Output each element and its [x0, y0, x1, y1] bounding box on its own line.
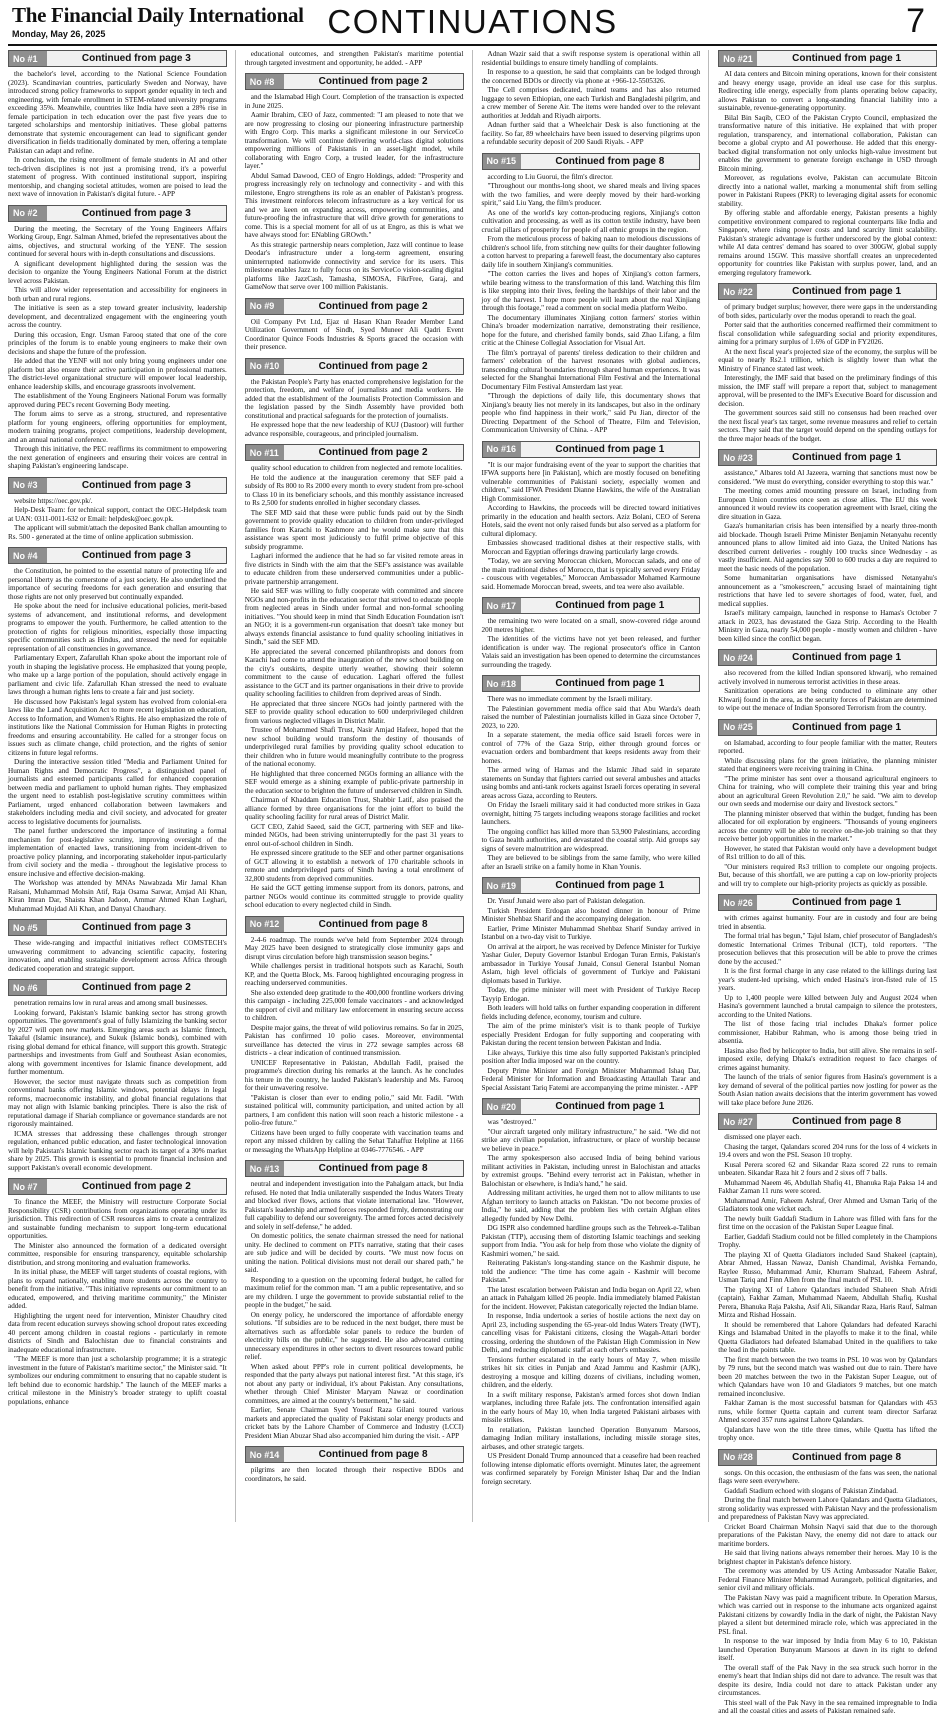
story-paragraph: Turkish President Erdogan also hosted dinner in honour of Prime Minister Shehbaz Sharif and the accompanying delegation.	[481, 906, 701, 923]
story-paragraph: "The prime minister has sent over a thousand agricultural engineers to China for training, who will complete their training this year and bring about an agricultural Green Revolution 2.0," he said. "We aim to develop our own seeds and modernise our dairy and livestock sectors."	[718, 774, 937, 808]
story	[245, 1160, 464, 1440]
story-paragraph: Gaddafi Stadium echoed with slogans of Pakistan Zindabad.	[724, 1486, 898, 1495]
story-continued-label: Continued from page 2	[47, 1179, 226, 1194]
story-paragraph: "The MEEF is more than just a scholarship programme; it is a strategic investment in the future of Pakistan's maritime sector," the Minister said. "It symbolizes our enduring commitment to ensuring that no capable student is left behind due to economic hardship." The launch of the MEEF marks a critical milestone in the Ministry's broader strategy to uplift coastal populations, enhance	[8, 1355, 227, 1406]
story-paragraph: and the Islamabad High Court. Completion of the transaction is expected in June 2025.	[244, 93, 464, 110]
story-number-badge: No #9	[246, 299, 284, 314]
story-number-badge: No #21	[719, 51, 757, 66]
story	[245, 73, 464, 292]
story-paragraph: The meeting comes amid mounting pressure on Israel, including from European Union countries once seen as close allies. The EU this week announced it would review its cooperation agreement with Israel, citing the dire situation in Gaza.	[718, 487, 937, 521]
story-header	[8, 477, 227, 494]
story-number-badge: No #28	[719, 1450, 757, 1465]
story-number-badge: No #15	[483, 154, 521, 169]
story-paragraph: Qalandars have won the title three times, while Quetta has lifted the trophy once.	[718, 1425, 937, 1442]
story-number-badge: No #1	[9, 51, 47, 66]
story-paragraph: The initiative is seen as a step toward greater inclusivity, leadership development, and decentralized engagement with the engineering youth across the country.	[8, 304, 227, 329]
story-paragraph: The identities of the victims have not yet been released, and further identification is under way. The regional prosecutor's office in Canton Valais said an investigation has been opened to determine the circumstances surrounding the tragedy.	[481, 635, 701, 669]
story-paragraph: "Our ministers required Rs3 trillion to complete our ongoing projects. But, because of this shortfall, we are putting a cap on low-priority projects and will try to complete our high-priority projects as quickly as possible.	[718, 862, 937, 888]
story	[718, 449, 937, 643]
story-paragraph: Through this initiative, the PEC reaffirms its commitment to empowering the next generation of engineers and ensuring their voices are central in shaping Pakistan's engineering landscape.	[8, 445, 227, 470]
story	[718, 50, 937, 277]
story-paragraph: At the next fiscal year's projected size of the economy, the surplus will be equal to nearly Rs2.1 trillion, which is slightly lower than what the Ministry of Finance stated last week.	[718, 347, 937, 373]
story-paragraph: The establishment of the Young Engineers National Forum was formally approved during PEC's recent Governing Body meeting.	[8, 392, 227, 409]
story-paragraph: Reiterating Pakistan's long-standing stance on the Kashmir dispute, he told the audience: "The time has come again - Kashmir will become Pakistan."	[481, 1259, 701, 1284]
story-paragraph: In a swift military response, Pakistan's armed forces shot down Indian warplanes, including three Rafale jets. The confrontation intensified again in the early hours of May 10, when India targeted Pakistani airbases with missile strikes.	[481, 1390, 701, 1424]
story-paragraph: penetration remains low in rural areas and among small businesses.	[14, 999, 208, 1007]
story-paragraph: Earlier, Prime Minister Muhammad Shehbaz Sharif Sunday arrived in Istanbul on a two-day visit to Turkiye.	[481, 924, 701, 941]
story-number-badge: No #10	[246, 359, 284, 374]
story-paragraph: "Throughout our months-long shoot, we shared meals and living spaces with the two families, and were deeply moved by their hard-working spirit," said Liu Yang, the film's producer.	[481, 182, 701, 207]
story-paragraph: From the meticulous process of baking naan to melodious discussions of children's school life, from stitching new quilts for their daughter following a cotton harvest to preparing a farewell feast, the documentary also captures daily life in southern Xinjiang's communities.	[481, 235, 701, 269]
story-paragraph: Gaza's humanitarian crisis has been intensified by a nearly three-month aid blockade. Though Israeli Prime Minister Benjamin Netanyahu recently announced plans to allow limited aid into Gaza, the United Nations has described current deliveries - roughly 100 trucks since Wednesday - as vastly insufficient. Aid agencies say 500 to 600 trucks a day are required to meet the basic needs of the population.	[718, 522, 937, 573]
story	[482, 877, 701, 1092]
story-number-badge: No #8	[246, 74, 284, 89]
story-paragraph: The newly built Gaddafi Stadium in Lahore was filled with fans for the first time on the occasion of the Pakistan Super League final.	[718, 1214, 937, 1231]
story-continued-label: Continued from page 1	[521, 878, 700, 893]
story-paragraph: Parliamentary Expert, Zafarullah Khan spoke about the important role of youth in shaping the legislative process. He emphasized that young people, who make up a large portion of the population, should actively engage in parliament and civic life. Zafarullah Khan stressed the need to evaluate laws through a human rights lens to create a fair and just society.	[8, 654, 227, 696]
story-header	[245, 1160, 464, 1177]
story-header	[482, 153, 701, 170]
story-paragraph: UNICEF Representative in Pakistan, Abdullah Fadil, praised the programme's direction during his remarks at the launch. As he concludes his tenure in the country, he lauded Pakistan's leadership and Ms. Farooq for their unwavering resolve.	[244, 1058, 464, 1092]
story	[245, 1446, 464, 1483]
story-continued-label: Continued from page 3	[47, 51, 226, 66]
story-paragraph: However, he stated that Pakistan would only have a development budget of Rs1 trillion to do all of this.	[718, 844, 937, 861]
story-paragraph: educational outcomes, and strengthen Pakistan's maritime potential through targeted investment and opportunity, he added. - APP	[244, 50, 464, 67]
story-paragraph: In response, India undertook a series of hostile actions the next day on April 23, including suspending the 65-year-old Indus Waters Treaty (IWT), cancelling visas for Pakistani citizens, closing the Wagah-Attari border crossing, ordering the shutdown of the Pakistan High Commission in New Delhi, and reducing diplomatic staff at each other's embassies.	[481, 1312, 701, 1354]
story-paragraph: The planning minister observed that within the budget, funding has been allocated for oil exploration by engineers. "Thousands of young engineers across the country will be able to receive on-the-job training so that they receive better job opportunities in the market."	[718, 809, 937, 843]
story	[482, 1098, 701, 1486]
story-paragraph: dismissed one player each.	[724, 1133, 802, 1141]
story-continued-label: Continued from page 2	[284, 359, 463, 374]
story-paragraph: Despite major gains, the threat of wild poliovirus remains. So far in 2025, Pakistan has confirmed 10 polio cases. Moreover, environmental surveillance has detected the virus in 272 sewage samples across 68 districts - a clear indication of continued transmission.	[244, 1023, 464, 1057]
story-paragraph: As one of the world's key cotton-producing regions, Xinjiang's cotton cultivation and processing, as well as its cotton textile industry, have been crucial pillars of prosperity for people of all ethnic groups in the region.	[481, 208, 701, 234]
story-paragraph: The Pakistan Navy was paid a magnificent tribute. In Operation Marsus, which was carried out in response to the inhumane acts organized against Pakistani citizens by cowardly India in the dark of night, the Pakistan Navy played a silent but determined miracle role, which was appreciated in the PSL final.	[718, 1593, 937, 1636]
story-paragraph: "It is our major fundraising event of the year to support the charities that IFWA supports here [in Pakistan], which are mostly focused on benefiting vulnerable communities of Pakistani society, especially women and children," said IFWA President Dianne Hawkins, the wife of the Australian High Commissioner.	[481, 460, 701, 503]
story-paragraph: The playing XI of Quetta Gladiators included Saud Shakeel (captain), Abrar Ahmed, Hassan Nawaz, Danish Chandimal, Avishka Fernando, Raylee Russo, Muhammad Amir, Khurram Shahzad, Faheem Ashraf, Usman Tariq and Finn Allen from the final match of PSL 10.	[718, 1250, 937, 1284]
story-paragraph: Porter said that the authorities concerned reaffirmed their commitment to fiscal consolidation while safeguarding social and priority expenditures, aiming for a primary surplus of 1.6% of GDP in FY2026.	[718, 321, 937, 346]
story-paragraph: DG ISPR also condemned hardline groups such as the Tehreek-e-Taliban Pakistan (TTP), accusing them of distorting Islamic teachings and seeking support from India. "You ask for help from those who violate the dignity of Kashmiri women," he said.	[481, 1224, 701, 1258]
story-paragraph: Some humanitarian organisations have dismissed Netanyahu's announcement as a "smokescreen," accusing Israel of maintaining tight restrictions that have led to severe shortages of food, water, fuel, and medical supplies.	[718, 574, 937, 608]
story-continued-label: Continued from page 8	[757, 1450, 936, 1465]
story-paragraph: the bachelor's level, according to the National Science Foundation (2023). Scandinavian countries, particularly Sweden and Norway, have introduced strong policy frameworks to support gender equality in tech and engineering, with female enrollment in STEM-related university programs exceeding 35%. Meanwhile, countries like India have seen a 28% rise in female participation in tech education over the past five years due to targeted scholarships and mentorship initiatives. These global patterns demonstrate that systemic encouragement can lead to significant gender diversification in fields traditionally dominated by men, offering a template Pakistan can adapt and refine.	[8, 70, 227, 155]
story-paragraph: The Cell comprises dedicated, trained teams and has also returned luggage to seven Ethiopian, one each Turkish and Bangladeshi pilgrim, and a crew member of Serene Air. The items were handed over to the relevant authorities at Jeddah and Riyadh airports.	[481, 86, 701, 120]
story-paragraph: Israel's military campaign, launched in response to Hamas's October 7 attack in 2023, has devastated the Gaza Strip. According to the Health Ministry in Gaza, nearly 54,000 people - mostly women and children - have been killed since the conflict began.	[718, 609, 937, 643]
story-continued-label: Continued from page 8	[284, 1447, 463, 1462]
column-3	[482, 50, 710, 1522]
story-header	[718, 50, 937, 67]
story	[8, 979, 227, 1172]
story	[245, 916, 464, 1155]
story-number-badge: No #26	[719, 895, 757, 910]
story-paragraph: 2-4-6 roadmap. The rounds we've held from September 2024 through May 2025 have been designed to strategically close immunity gaps and disrupt virus circulation before high transmission season begins."	[244, 935, 464, 961]
story	[718, 1449, 937, 1716]
story-paragraph: Highlighting the urgent need for intervention, Minister Chaudhry cited data from recent education surveys showing school dropout rates exceeding 40 percent among children in coastal regions - particularly in remote districts of Sindh and Balochistan due to financial constraints and inadequate educational infrastructure.	[8, 1311, 227, 1354]
story-paragraph: songs. On this occasion, the enthusiasm of the fans was seen, the national flags were seen everywhere.	[718, 1468, 937, 1485]
story-paragraph: In response to a question, he said that complaints can be lodged through the concerned BDOs or directly via phone at +966-12-5505326.	[481, 68, 701, 85]
story-paragraph: ICMA stresses that addressing these challenges through stronger regulation, enhanced public education, and faster technological innovation will help Pakistan's Islamic banking sector reach its target of a 30% market share by 2025. This growth is essential to promote financial inclusion and support Pakistan's overall economic development.	[8, 1129, 227, 1172]
story-continued-label: Continued from page 3	[47, 206, 226, 221]
story-paragraph: was "destroyed."	[487, 1118, 537, 1126]
story-header	[245, 916, 464, 933]
story-paragraph: Chairman of Khaddam Education Trust, Shabbir Latif, also praised the alliance formed by three organisations for the joint effort to build the quality schooling facility for rural areas of District Malir.	[244, 796, 464, 821]
story-header	[245, 298, 464, 315]
story-number-badge: No #27	[719, 1114, 757, 1129]
story-paragraph: Earlier, Gaddafi Stadium could not be filled completely in the Champions Trophy.	[718, 1232, 937, 1249]
story-paragraph: Both leaders will hold talks on further expanding cooperation in different fields including defence, economy, tourism and culture.	[481, 1004, 701, 1021]
story-paragraph: He spoke about the need for inclusive educational policies, merit-based systems of advancement, and institutional reforms, and development programs to empower the youth. Furthermore, he called attention to the protection of rights for religious minorities, especially those impacting specific communities such as Hindus, and stressed the need for equitable representation of all constituencies in governance.	[8, 602, 227, 653]
story-paragraph: He discussed how Pakistan's legal system has evolved from colonial-era laws like the Land Acquisition Act to more recent legislation on education, Access to Information, and Women's Rights. He also emphasized the role of institutions like the National Commission for Human Rights in protecting freedoms and ensuring accountability. He called for a stronger focus on issues such as climate change, child protection, and the rights of senior citizens in future legal reforms.	[8, 697, 227, 757]
story-paragraph: There was no immediate comment by the Israeli military.	[487, 695, 653, 703]
story-paragraph: "Through the depictions of daily life, this documentary shows that Xinjiang's beauty lies not merely in its landscapes, but also in the ordinary people who find happiness in their work," said Pu Jian, director of the Directing Department of the School of Theatre, Film and Television, Communication University of China. - APP	[481, 392, 701, 434]
story	[718, 649, 937, 713]
story-continued-label: Continued from page 1	[757, 895, 936, 910]
story-paragraph: Deputy Prime Minister and Foreign Minister Muhammad Ishaq Dar, Federal Minister for Information and Broadcasting Attaullah Tarar and Special Assistant Tariq Fatemi are accompanying the prime minister. - APP	[481, 1066, 701, 1092]
story-paragraph: on Islamabad, according to four people familiar with the matter, Reuters reported.	[718, 738, 937, 755]
story-paragraph: He told the audience at the inauguration ceremony that SEF paid a subsidy of Rs 800 to Rs 2000 every month to every student from pre-school to Class 10 in its beneficiary schools, and this monthly assistance increased to Rs 2,500 for students enrolled in higher secondary classes.	[244, 473, 464, 507]
story-paragraph: He added that the YENF will not only bring young engineers under one platform but also ensure their active participation in professional matters. The district-level organizational structure will empower local leadership, enhance leadership skills, and encourage grassroots involvement.	[8, 357, 227, 391]
column-1	[8, 50, 236, 1522]
page-number: 7	[906, 2, 925, 40]
story-paragraph: The army spokesperson also accused India of being behind various militant activities in Pakistan, including unrest in Balochistan and attacks by extremist groups. "Behind every terrorist act in Pakistan, whether in Balochistan or elsewhere, is India's hand," he said.	[481, 1154, 701, 1188]
story-paragraph: In retaliation, Pakistan launched Operation Bunyanum Marsoos, damaging Indian military installations, including missile storage sites, airbases, and other strategic targets.	[481, 1425, 701, 1451]
story-paragraph: During the interactive session titled "Media and Parliament United for Human Rights and Democratic Progress", a distinguished panel of journalists and esteemed participants called for enhanced cooperation between media and parliament to uphold human rights. They emphasized the urgent need to establish post-legislative scrutiny committees within Parliament, urged enhanced collaboration between lawmakers and stakeholders including media and civil society, and advocated for greater access to legislative documents for journalists.	[8, 758, 227, 826]
story-paragraph: He expressed sincere gratitude to the SEF and other partner organisations of GCT allowing it to establish a network of 170 charitable schools in remote and underprivileged parts of Sindh having a total enrollment of 32,800 students from deprived communities.	[244, 849, 464, 883]
story-continued-label: Continued from page 2	[284, 445, 463, 460]
story-header	[718, 283, 937, 300]
story-paragraph: As this strategic partnership nears completion, Jazz will continue to lease Deodar's infrastructure under a long-term agreement, ensuring uninterrupted nationwide connectivity and service for its users. This milestone enables Jazz to fully focus on its ServiceCo vision-scaling digital platforms like JazzCash, Tamasha, SIMOSA, FikrFree, Garaj, and GameNow that serve over 100 million Pakistanis.	[244, 240, 464, 291]
story	[8, 1178, 227, 1406]
story-continued-label: Continued from page 2	[47, 980, 226, 995]
story-paragraph: He highlighted that three concerned NGOs forming an alliance with the SEF would emerge as a shining example of public-private partnership in the education sector to brighten the future of underserved children in Sindh.	[244, 769, 464, 795]
story-paragraph: Hasina also fled by helicopter to India, but still alive. She remains in self-imposed exile, defying Dhaka's extradition request to face charges of crimes against humanity.	[718, 1046, 937, 1072]
story	[482, 675, 701, 871]
story-number-badge: No #2	[9, 206, 47, 221]
story-number-badge: No #3	[9, 478, 47, 493]
story-paragraph: The formal trial has begun," Tajul Islam, chief prosecutor of Bangladesh's domestic International Crimes Tribunal (ICT), told reporters. "The prosecution believes that this prosecution will be able to prove the crimes done by the accused."	[718, 932, 937, 966]
story-paragraph: Bilal Bin Saqib, CEO of the Pakistan Crypto Council, emphasized the transformative nature of this initiative. He explained that with proper regulation, transparency, and international collaboration, Pakistan can become a global crypto and AI powerhouse. He added that this energy-backed digital transformation not only unlocks high-value investment but enables the government to generate foreign exchange in USD through Bitcoin mining.	[718, 113, 937, 173]
story-paragraph: Trustee of Mohammed Shafi Trust, Nasir Amjad Hafeez, hoped that the new school building would transform the destiny of thousands of underprivileged rural families by providing quality school education to their children who in future would meaningfully contribute to the progress of the national economy.	[244, 726, 464, 768]
column-4	[718, 50, 937, 1715]
story-header	[8, 205, 227, 222]
story	[8, 50, 227, 199]
story-paragraph: The Palestinian government media office said that Abu Warda's death raised the number of Palestinian journalists killed in Gaza since October 7, 2023, to 220.	[481, 704, 701, 730]
story-header	[718, 1113, 937, 1130]
story-number-badge: No #7	[9, 1179, 47, 1194]
story-paragraph: He said that living nations always remember their heroes. May 10 is the brightest chapter in Pakistan's defence history.	[718, 1549, 937, 1566]
story-paragraph: According to Hawkins, the proceeds will be directed toward initiatives primarily in the education and health sectors. Aziz Bolani, CEO of Serena Hotels, said the event not only raised funds but also served as a platform for cultural diplomacy.	[481, 504, 701, 538]
story-continued-label: Continued from page 1	[757, 284, 936, 299]
story-paragraph: The panel further underscored the importance of instituting a formal mechanism for post-legislative scrutiny, improving oversight of the implementation of enacted laws, transitioning from incident-driven to proactive policy planning, and incorporating stakeholder input-particularly from civil society and the media - throughout the legislative process to ensure inclusive and effective decision-making.	[8, 827, 227, 878]
story-header	[8, 547, 227, 564]
masthead	[8, 0, 937, 46]
story-paragraph: She also extended deep gratitude to the 400,000 frontline workers driving this campaign - including 225,000 female vaccinators - and acknowledged the support of civil and military law enforcement in ensuring secure access to children.	[244, 988, 464, 1022]
story-continued-label: Continued from page 2	[284, 74, 463, 89]
story-paragraph: These wide-ranging and impactful initiatives reflect COMSTECH's unwavering commitment to advancing scientific capacity, fostering innovation, and enabling sustainable development across Africa through dedicated cooperation and strategic support.	[8, 939, 227, 973]
story-header	[482, 675, 701, 692]
story	[8, 205, 227, 471]
story-paragraph: On domestic politics, the senate chairman stressed the need for national unity. He declined to comment on PTI's narrative, stating that their cases are sub judice and will be decided by courts. "We must now focus on uniting the nation. Political divisions must not derail our shared path," he said.	[244, 1232, 464, 1274]
story-number-badge: No #16	[483, 442, 521, 457]
story-number-badge: No #19	[483, 878, 521, 893]
story-header	[718, 719, 937, 736]
story-paragraph: Laghari informed the audience that he had so far visited remote areas in five districts in Sindh with the aim that the SEF's assistance was available to educate children from these underserved communities under a public-private partnership arrangement.	[244, 552, 464, 586]
story-paragraph: Aamir Ibrahim, CEO of Jazz, commented: "I am pleased to note that we are now progressing to closing our pioneering infrastructure partnership with Engro Corp. This marks a significant milestone in our ServiceCo transformation. We will continue delivering world-class digital solutions empowering millions of Pakistanis in an asset-light model, while collaborating with Engro Corp, a trusted leader, for the infrastructure layer."	[244, 111, 464, 170]
story	[482, 153, 701, 435]
story-paragraph: He said the GCT getting immense support from its donors, patrons, and partner NGOs would continue its committed struggle to provide quality school education to every neglected child in Sindh.	[244, 884, 464, 909]
story-continued-label: Continued from page 1	[521, 442, 700, 457]
story-paragraph: The overall staff of the Pak Navy in the sea struck such horror in the enemy's heart that Indian ships did not dare to advance. The result was that despite its desire, India could not dare to attack Pakistan under any circumstances.	[718, 1663, 937, 1697]
columns-container	[8, 50, 937, 1715]
story-paragraph: Addressing militant activities, he urged them not to allow militants to use Afghan territory to launch attacks on Pakistan. "Do not become proxies of India," he said, adding that the problem lies with certain Afghan elites allegedly funded by New Delhi.	[481, 1189, 701, 1223]
story-header	[245, 1446, 464, 1463]
story-paragraph: Chasing the target, Qalandars scored 204 runs for the loss of 4 wickets in 19.4 overs and won the PSL Season 10 trophy.	[718, 1142, 937, 1159]
story-paragraph: In conclusion, the rising enrollment of female students in AI and other tech-driven disciplines is not just a promising trend, it's a powerful statement of progress. With continued institutional support, inspiring mentorship, and changing societal attitudes, women are poised to lead the next wave of innovation in Pakistan's digital future. - APP	[8, 156, 227, 198]
story-paragraph: the Pakistan People's Party has enacted comprehensive legislation for the protection, freedom, and welfare of journalists and media workers. He added that the establishment of the Journalists Protection Commission and the legislation passed by the Sindh Assembly have provided both constitutional and practical safeguards for the protection of journalists.	[244, 377, 464, 420]
story-header	[245, 73, 464, 90]
story-paragraph: The latest escalation between Pakistan and India began on April 22, when an attack in Pahalgam killed 26 people. India immediately blamed Pakistan for the incident. However, Pakistan categorically rejected the Indian blame.	[481, 1285, 701, 1311]
story-paragraph: The documentary illuminates Xinjiang cotton farmers' stories within China's broader modernization narrative, demonstrating their resilience, hope for the future, and cherished family bonds, said Zhao Lifang, a film critic at the Chinese Collegial Association for Visual Art.	[481, 313, 701, 347]
story-paragraph: He appreciated the several concerned philanthropists and donors from Karachi had come to attend the inauguration of the new school building on the city's outskirts, despite utterly weather, showing their solemn commitment to the cause of education. Laghari offered the fullest assistance to the GCT and its partner organisations in their drive to provide quality schooling facilities to children from deprived areas of Sindh.	[244, 647, 464, 698]
story-number-badge: No #17	[483, 598, 521, 613]
story-number-badge: No #12	[246, 917, 284, 932]
story-paragraph: Muhammad Amir, Faheem Ashraf, Orer Ahmed and Usman Tariq of the Gladiators took one wicket each.	[718, 1196, 937, 1213]
story-paragraph: Today, the prime minister will meet with President of Turkiye Recep Tayyip Erdogan.	[481, 986, 701, 1003]
story-continued-label: Continued from page 3	[47, 478, 226, 493]
story	[245, 444, 464, 910]
story-number-badge: No #6	[9, 980, 47, 995]
story-number-badge: No #20	[483, 1099, 521, 1114]
story-number-badge: No #14	[246, 1447, 284, 1462]
story-paragraph: Abdul Samad Dawood, CEO of Engro Holdings, added: "Prosperity and progress increasingly rely on technology and connectivity - and with this milestone, Engro strengthens its role as an enabler of Pakistan's progress. This investment reinforces telecom infrastructure as a key vertical for us and we are keen on expanding access, empowering communities, and future-proofing the infrastructure that will drive growth for generations to come. This is a special moment for all of us at Engro, as this is what we have always stood for: ENabling GROwth."	[244, 171, 464, 239]
paper-name: The Financial Daily International	[12, 3, 304, 27]
story-number-badge: No #4	[9, 548, 47, 563]
story	[718, 283, 937, 443]
story-paragraph: To finance the MEEF, the Ministry will restructure Corporate Social Responsibility (CSR) contributions from organizations operating under its jurisdiction. This redirection of CSR resources aims to create a centralized and sustainable funding mechanism to support long-term educational opportunities.	[8, 1198, 227, 1240]
story-paragraph: Embassies showcased traditional dishes at their respective stalls, with Moroccan and Egyptian offerings drawing particularly large crowds.	[481, 539, 701, 556]
story-paragraph: During the final match between Lahore Qalandars and Quetta Gladiators, strong solidarity was expressed with Pakistan Navy and the professionalism and preparedness of Pakistan Navy was appreciated.	[718, 1496, 937, 1521]
story-number-badge: No #13	[246, 1161, 284, 1176]
story-header	[8, 1178, 227, 1195]
story-continued-label: Continued from page 8	[757, 1114, 936, 1129]
story-paragraph: AI data centers and Bitcoin mining operations, known for their consistent and heavy energy usage, provide an ideal use case for this surplus. Redirecting idle energy, especially from plants operating below capacity, allows Pakistan to convert a long-standing financial liability into a sustainable, revenue-generating opportunity.	[718, 70, 937, 112]
story-paragraph: He said SEF was willing to fully cooperate with committed and sincere NGOs and non-profits in the education sector that strived to educate people from neglected areas in Sindh under formal and non-formal schooling initiatives. "You should keep in mind that Sindh Education Foundation isn't an NGO; it is a government-run organisation that doesn't take money but always extends financial assistance to fund quality schooling initiatives in Sindh," said the SEF MD.	[244, 587, 464, 646]
story-paragraph: However, the sector must navigate threats such as competition from conventional banks offering Islamic windows, potential delays in legal reforms, macroeconomic instability, and global financial regulations that may not align with Islamic banking principles. There is also the risk of reputational damage if Shariah compliance or governance standards are not rigorously maintained.	[8, 1077, 227, 1128]
story-paragraph: On energy policy, he underscored the importance of affordable energy solutions. "If subsidies are to be reduced in the next budget, there must be alternatives such as affordable solar panels to reduce the burden of electricity bills on the public," he suggested. He also advocated cutting unnecessary expenditures in other sectors to divert resources toward public relief.	[244, 1310, 464, 1361]
story-paragraph: The Minister also announced the formation of a dedicated oversight committee, responsible for ensuring transparency, equitable scholarship distribution, and strong monitoring and evaluation frameworks.	[8, 1241, 227, 1267]
story-header	[8, 979, 227, 996]
story-paragraph: the remaining two were located on a small, snow-covered ridge around 200 metres higher.	[481, 617, 701, 634]
story-header	[8, 919, 227, 936]
story	[8, 477, 227, 542]
story-header	[482, 1098, 701, 1115]
story-header	[718, 1449, 937, 1466]
story-paragraph: Adnan Wazir said that a swift response system is operational within all residential buildings to ensure timely handling of complaints.	[481, 50, 701, 67]
story-paragraph: The Workshop was attended by MNAs Nawabzada Mir Jamal Khan Raisani, Muhammad Mohsin Atif, Raja Osama Sarwar, Amjad Ali Khan, Kiran Imran Dar, Shaista Khan Jadoon, Ammar Ahmed Khan Leghari, Muhammad Mujdad Ali Khan, and Danyal Chaudhary.	[8, 879, 227, 913]
story-continued-label: Continued from page 1	[521, 598, 700, 613]
issue-date: Monday, May 26, 2025	[12, 29, 106, 39]
story-paragraph: Muhammad Naeem 46, Abdullah Shafiq 41, Bhanuka Raja Paksa 14 and Fakhar Zaman 11 runs were scored.	[718, 1178, 937, 1195]
story-paragraph: He expressed hope that the new leadership of KUJ (Dastoor) will further advance responsible, courageous, and principled journalism.	[244, 421, 464, 438]
story-number-badge: No #11	[246, 445, 284, 460]
story	[718, 1113, 937, 1443]
story-paragraph: While discussing plans for the green initiative, the planning minister stated that engineers were receiving training in China.	[718, 756, 937, 773]
story-paragraph: A significant development highlighted during the session was the decision to organize the Young Engineers National Forum at the district level across Pakistan.	[8, 259, 227, 285]
story-continued-label: Continued from page 3	[47, 920, 226, 935]
story-paragraph: In its initial phase, the MEEF will target students of coastal regions, with plans to expand nationally, enabling more students across the country to benefit from the initiative. "This initiative represents our commitment to an educated, empowered, and thriving maritime community," the Minister added.	[8, 1268, 227, 1310]
story-number-badge: No #24	[719, 650, 757, 665]
story-header	[245, 444, 464, 461]
story-paragraph: In a separate statement, the media office said Israeli forces were in control of 77% of the Gaza Strip, either through ground forces or evacuation orders and bombardment that keeps residents away from their homes.	[481, 731, 701, 765]
story-continued-label: Continued from page 8	[284, 917, 463, 932]
story-paragraph: The ongoing conflict has killed more than 53,900 Palestinians, according to Gaza health authorities, and devastated the coastal strip. Aid groups say signs of severe malnutrition are widespread.	[481, 827, 701, 853]
story	[245, 358, 464, 439]
story-paragraph: "The cotton carries the lives and hopes of Xinjiang's cotton farmers, while bearing witness to the transformation of this land. Watching this film is like stepping into their lives, feeling the hardships of their labor and the joy of the harvest. I hope more people will learn about the real Xinjiang through this footage," read a comment on social media platform Weibo.	[481, 270, 701, 312]
story	[482, 597, 701, 669]
story-paragraph: according to Liu Guorui, the film's director.	[487, 172, 613, 181]
story-paragraph: The playing XI of Lahore Qalandars included Shaheen Shah Afridi (captain), Fakhar Zaman, Muhammad Naeem, Abdullah Shafiq, Kushal Perera, Bhanuka Raja Paksha, Asif Ali, Sikandar Raza, Haris Rauf, Salman Mirza and Rishad Hossain.	[718, 1285, 937, 1319]
story-paragraph: assistance," Albares told Al Jazeera, warning that sanctions must now be considered. "We must do everything, consider everything to stop this war."	[718, 469, 937, 486]
story-paragraph: also recovered from the killed Indian sponsored khwarij, who remained actively involved in numerous terrorist activities in these areas.	[718, 669, 937, 686]
story-paragraph: of primary budget surplus; however, there were gaps in the understanding of both sides, particularly over the modus operandi to reach the goal.	[718, 303, 937, 320]
story-continued-label: Continued from page 1	[757, 450, 936, 465]
story-paragraph: Looking forward, Pakistan's Islamic banking sector has strong growth opportunities. The government's goal of fully Islamizing the banking sector by 2027 will open new markets. Emerging areas such as Islamic fintech, Takaful (Islamic insurance), and Sukuk (Islamic bonds), combined with rising global demand for ethical finance, will support this growth. Strategic partnerships and investments from Gulf and Southeast Asian economies, along with government incentives for Islamic finance development, add further momentum.	[8, 1008, 227, 1076]
story-paragraph: The list of those facing trial includes Dhaka's former police commissioner, Habibur Rahman, who is among those being tried in absentia.	[718, 1020, 937, 1045]
story-paragraph: When asked about PPP's role in current political developments, he responded that the party always put national interest first. "At this stage, it's not about any party or individual, it's about Pakistan. Any consultations, whether through Chief Minister Maryam Nawaz or coordination committees, are aimed at the country's betterment," he said.	[244, 1362, 464, 1405]
story-paragraph: The aim of the prime minister's visit is to thank people of Turkiye especially President Erdogan for fully supporting and cooperating with Pakistan during the recent tension between Pakistan and India.	[481, 1022, 701, 1047]
story-header	[8, 50, 227, 67]
story-paragraph: During the meeting, the Secretary of the Young Engineers Affairs Working Group, Engr. Salman Ahmed, briefed the representatives about the aims, objectives, and structural working of the YENF. The session continued for several hours with in-depth consultations and discussions.	[8, 224, 227, 258]
story-paragraph: During this occasion, Engr. Usman Farooq stated that one of the core principles of the forum is to enable young engineers to make their own decisions and shape the future of the profession.	[8, 330, 227, 356]
story-paragraph: Earlier, Senate Chairman Syed Yousuf Raza Gilani toured various markets and appreciated the quality of Pakistani solar energy products and cricket bats by the Lahore Chamber of Commerce and Industry (LCCI) President Mian Abuzar Shad also accompanied him during the visit. - APP	[244, 1406, 464, 1440]
story	[245, 50, 464, 67]
story-continued-label: Continued from page 1	[757, 720, 936, 735]
story-number-badge: No #22	[719, 284, 757, 299]
story-paragraph: Citizens have been urged to fully cooperate with vaccination teams and report any missed children by calling the Sehat Tahaffuz Helpline at 1166 or messaging the WhatsApp Helpline at 0346-7776546. - APP	[244, 1128, 464, 1154]
story-paragraph: Like always, Turkiye this time also fully supported Pakistan's principled position after India imposed war on the country.	[481, 1048, 701, 1065]
story-paragraph: "Pakistan is closer than ever to ending polio," said Mr. Fadil. "With sustained political will, community participation, and united action by all partners, I am confident this nation will soon reach a historic milestone - a polio-free future."	[244, 1093, 464, 1127]
story-paragraph: Moreover, as regulations evolve, Pakistan can accumulate Bitcoin directly into a national wallet, marking a monumental shift from selling power in Pakistani Rupees (PKR) to leveraging digital assets for economic stability.	[718, 174, 937, 208]
story-paragraph: "Today, we are serving Moroccan chicken, Moroccan salads, and one of the main traditional dishes of Morocco, that is typically served every Friday - couscous with vegetables," Moroccan Ambassador Mohamed Karmoune said. Homemade Moroccan bread, sweets, and tea were also available.	[481, 557, 701, 591]
story-paragraph: The SEF MD said that these were public funds paid out by the Sindh government to provide quality education to children from under-privileged families from Karachi to Kashmore and he would make sure that this assistance was spent most judiciously to fulfil prime objective of this subsidy programme.	[244, 508, 464, 551]
column-2	[245, 50, 473, 1522]
story-paragraph: US President Donald Trump announced that a ceasefire had been reached following intense diplomatic efforts overnight. Minutes later, the agreement was confirmed separately by Foreign Minister Ishaq Dar and the Indian foreign secretary.	[481, 1452, 701, 1486]
story-paragraph: Interestingly, the IMF said that based on the preliminary findings of this mission, the IMF staff will prepare a report that, subject to management approval, will be presented to the IMF's Executive Board for discussion and decision.	[718, 374, 937, 408]
story-paragraph: "Our aircraft targeted only military infrastructure," he said. "We did not strike any civilian population, infrastructure, or place of worship because we believe in peace."	[481, 1127, 701, 1153]
story-number-badge: No #5	[9, 920, 47, 935]
story-continued-label: Continued from page 1	[521, 1099, 700, 1114]
story-continued-label: Continued from page 3	[47, 548, 226, 563]
story	[482, 441, 701, 592]
story-paragraph: The applicant will submit/attach the deposited Bank challan amounting to Rs. 500 - generated at the time of online application submission.	[8, 524, 227, 541]
story-header	[482, 597, 701, 614]
story	[245, 298, 464, 352]
story	[8, 919, 227, 973]
story-continued-label: Continued from page 2	[284, 299, 463, 314]
story-paragraph: Fakhar Zaman is the most successful batsman for Qalandars with 453 runs, while former Quetta captain and current team director Sarfaraz Ahmed scored 357 runs against Lahore Qalandars.	[718, 1399, 937, 1424]
story-header	[482, 877, 701, 894]
story-header	[245, 358, 464, 375]
story-paragraph: In response to the war imposed by India from May 6 to 10, Pakistan launched Operation Bunyanum Marsoos at dawn in its right to defend itself.	[718, 1637, 937, 1662]
story-paragraph: Oil Company Pvt Ltd, Ejaz ul Hasan Khan Reader Member Land Utilization Government of Sindh, Syed Muneer Ali Qadri Event Coordinator Quince Foods Industries & Sports graced the occasion with their presence.	[244, 317, 464, 351]
story-paragraph: Help-Desk Team: for technical support, contact the OEC-Helpdesk team at UAN: 0311-0011-632 or Email: helpdesk@oec.gov.pk.	[8, 506, 227, 523]
story-header	[482, 441, 701, 458]
story-continued-label: Continued from page 1	[521, 676, 700, 691]
story-paragraph: Cricket Board Chairman Mohsin Naqvi said that due to the thorough preparations of the Pakistan Navy, the enemy did not dare to attack our maritime borders.	[718, 1522, 937, 1548]
story	[718, 894, 937, 1107]
story-paragraph: The government sources said still no consensus had been reached over the next fiscal year's tax target, some revenue measures and relief to certain sectors. They said that the target would depend on the spending outlays for the three major heads of the budget.	[718, 409, 937, 443]
story-paragraph: While challenges persist in traditional hotspots such as Karachi, South KP, and the Quetta Block, Ms. Farooq highlighted encouraging progress in reaching underserved communities.	[244, 962, 464, 987]
story-paragraph: pilgrims are then located through their respective BDOs and coordinators, he said.	[244, 1466, 464, 1483]
story-paragraph: with crimes against humanity. Four are in custody and four are being tried in absentia.	[718, 914, 937, 931]
story-paragraph: Adnan further said that a Wheelchair Desk is also functioning at the facility. So far, 89 wheelchairs have been issued to deserving pilgrims upon a refundable security deposit of 200 Saudi Riyals. - APP	[481, 121, 701, 146]
story-header	[718, 449, 937, 466]
story-paragraph: This steel wall of the Pak Navy in the sea remained impregnable to India and all the coastal cities and assets of Pakistan remained safe.	[718, 1698, 937, 1715]
story-paragraph: They are believed to be siblings from the same family, who were killed after an Israeli strike on a family home in Khan Younis.	[481, 854, 701, 871]
story-paragraph: Tensions further escalated in the early hours of May 7, when missile strikes hit six cities in Punjab and Azad Jammu and Kashmir (AJK), destroying a mosque and killing dozens of civilians, including women, children, and the elderly.	[481, 1355, 701, 1389]
story-paragraph: It is the first formal charge in any case related to the killings during last year's student-led uprising, which ended Hasina's iron-fisted rule of 15 years.	[718, 967, 937, 992]
story-continued-label: Continued from page 8	[284, 1161, 463, 1176]
story-number-badge: No #23	[719, 450, 757, 465]
story-paragraph: GCT CEO, Zahid Saeed, said the GCT, partnering with SEF and like-minded NGOs, had been striving uninterruptedly for the past 31 years to enrol out-of-school children in Sindh.	[244, 822, 464, 848]
story-paragraph: neutral and independent investigation into the Pahalgam attack, but India refused. He noted that India unilaterally suspended the Indus Waters Treaty and blocked river flows, actions that violate international law. "However, Pakistan's leadership and armed forces responded firmly, demonstrating our full capability to defend our sovereignty. The armed forces acted decisively and solely in self-defense," he added.	[244, 1180, 464, 1231]
story-number-badge: No #25	[719, 720, 757, 735]
story-paragraph: He appreciated that three sincere NGOs had jointly partnered with the SEF to provide quality school education to 600 underprivileged children from various neglected villages in District Malir.	[244, 699, 464, 725]
story-paragraph: the Constitution, he pointed to the essential nature of protecting life and personal liberty as the cornerstone of a just society. He also underlined the importance of securing freedoms for each generation and ensuring that those rights are not only preserved but continually expanded.	[8, 567, 227, 601]
story-paragraph: The first match between the two teams in PSL 10 was won by Qalandars by 79 runs, but the second match was washed out due to rain. There have been 20 matches between the two in the Pakistan Super League, out of which Qalandars have won 10 and Gladiators 9 matches, but one match remained inconclusive.	[718, 1355, 937, 1398]
story-paragraph: The armed wing of Hamas and the Islamic Jihad said in separate statements on Sunday that fighters carried out several ambushes and attacks using bombs and anti-tank rockets against Israeli forces operating in several areas across Gaza, according to Reuters.	[481, 766, 701, 800]
story-paragraph: Up to 1,400 people were killed between July and August 2024 when Hasina's government launched a brutal campaign to silence the protesters, according to the United Nations.	[718, 993, 937, 1019]
story	[718, 719, 937, 889]
story-paragraph: The forum aims to serve as a strong, structured, and representative platform for young engineers, offering opportunities for employment, modern training programs, project competitions, leadership development, and an annual national conference.	[8, 410, 227, 444]
story	[482, 50, 701, 147]
story-paragraph: website https://oec.gov.pk/.	[14, 496, 93, 505]
story-continued-label: Continued from page 1	[757, 650, 936, 665]
section-title: CONTINUATIONS	[327, 3, 618, 40]
story-header	[718, 894, 937, 911]
story-continued-label: Continued from page 1	[757, 51, 936, 66]
story-paragraph: On Friday the Israeli military said it had conducted more strikes in Gaza overnight, hitting 75 targets including weapons storage facilities and rocket launchers.	[481, 801, 701, 826]
story-paragraph: The launch of the trials of senior figures from Hasina's government is a key demand of several of the political parties now jostling for power as the South Asian nation awaits decisions that the interim government has vowed will take place before June 2026.	[718, 1073, 937, 1107]
story-continued-label: Continued from page 8	[521, 154, 700, 169]
story-paragraph: The ceremony was attended by US Acting Ambassador Natalie Baker, Federal Finance Minister Muhammad Aurangzeb, political dignitaries, and senior civil and military officials.	[718, 1567, 937, 1592]
story-paragraph: quality school education to children from neglected and remote localities.	[250, 464, 463, 472]
story-number-badge: No #18	[483, 676, 521, 691]
story-paragraph: By offering stable and affordable energy, Pakistan presents a highly competitive environment compared to regional counterparts like India and Singapore, where rising power costs and land scarcity limit scalability. Pakistan's strategic advantage is further underscored by the global context: while AI data centres' demand has soared to over 300GW, global supply remains around 15GW. This massive shortfall creates an unprecedented opportunity for countries like Pakistan with surplus power, land, and an emerging regulatory framework.	[718, 209, 937, 277]
story-paragraph: Kusal Perera scored 62 and Sikandar Raza scored 22 runs to remain unbeaten. Sikandar Raza hit 2 fours and 2 sixes off 7 balls.	[718, 1160, 937, 1177]
story-paragraph: The film's portrayal of parents' tireless dedication to their children and farmers' celebration of the harvest resonates with global audiences, transcending cultural boundaries through shared human experiences. It was selected for the Shanghai International Film Festival and the International Documentary Film Festival Amsterdam last year.	[481, 348, 701, 391]
story-paragraph: On arrival at the airport, he was received by Defence Minister for Turkiye Yashar Guler, Deputy Governor Istanbul Erdogan Turan Ermis, Pakistan's ambassador in Turkiye Yousaf Junaid, Consul General Istanbul Noman Aslam, high level officials of government of Turkiye and Pakistani diplomats based in Turkiye.	[481, 942, 701, 985]
story-paragraph: It should be remembered that Lahore Qalandars had defeated Karachi Kings and Islamabad United in the playoffs to make it to the final, while Quetta Gladiators had defeated Islamabad United in the qualifiers to take the lead in the points table.	[718, 1320, 937, 1354]
story-paragraph: Dr. Yusuf Junaid were also part of Pakistan delegation.	[487, 897, 645, 905]
story	[8, 547, 227, 913]
story-paragraph: Sanitization operations are being conducted to eliminate any other Khwarij found in the area, as the security forces of Pakistan are determined to wipe out the menace of Indian Sponsored Terrorism from the country.	[718, 687, 937, 712]
story-header	[718, 649, 937, 666]
story-paragraph: This will allow wider representation and accessibility for engineers in both urban and rural regions.	[8, 286, 227, 303]
story-paragraph: Responding to a question on the upcoming federal budget, he called for maximum relief for the common man. "I am a public representative, and so are my children. I urge the government to provide substantial relief to the people in the budget," he said.	[244, 1275, 464, 1309]
